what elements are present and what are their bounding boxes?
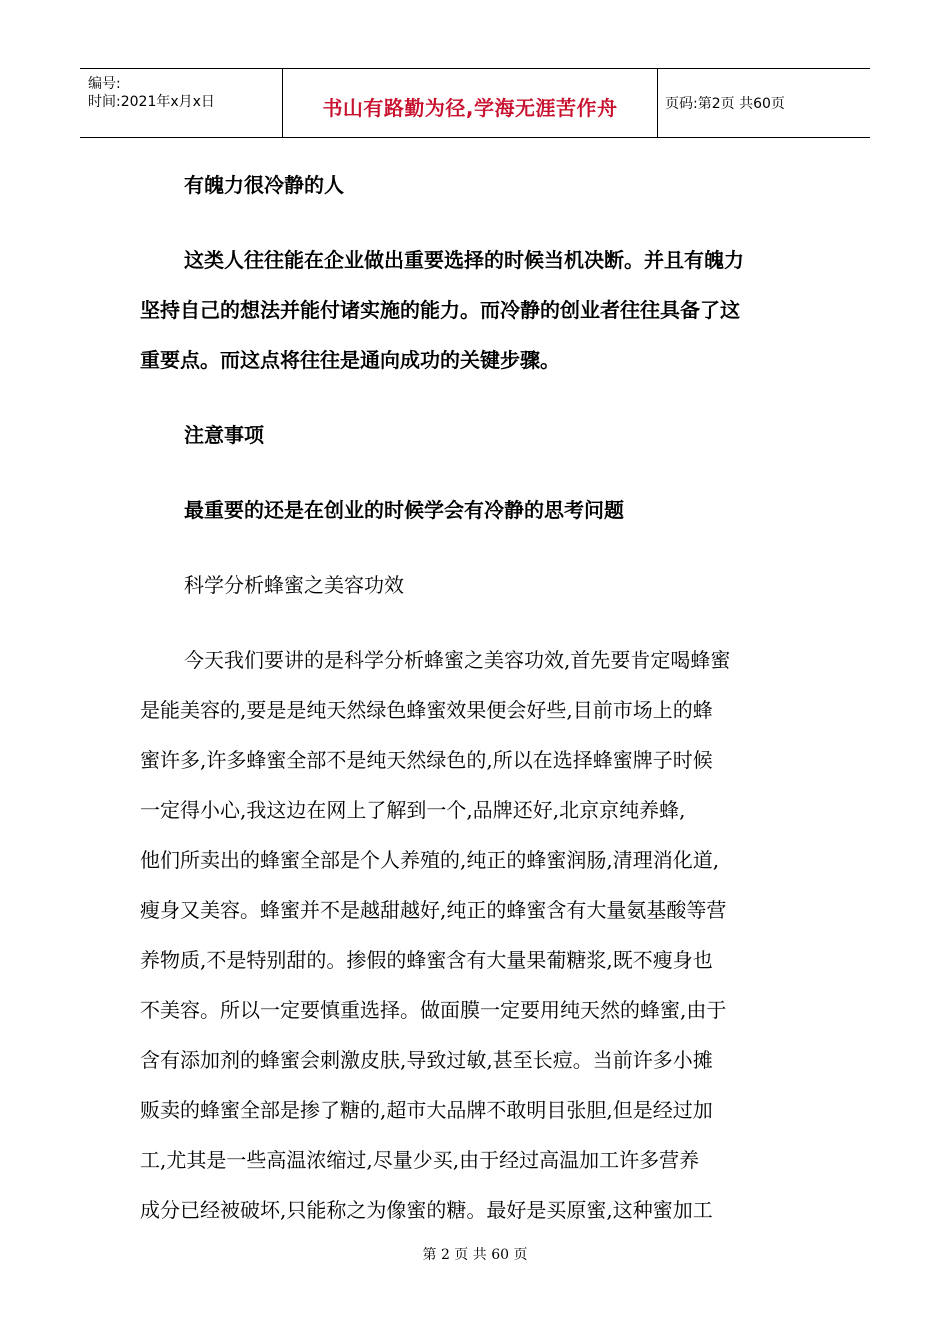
paragraph-line: 不美容。所以一定要慎重选择。做面膜一定要用纯天然的蜂蜜,由于 xyxy=(140,998,727,1022)
date-label: 时间:2021年x月x日 xyxy=(88,94,215,110)
paragraph-line: 是能美容的,要是是纯天然绿色蜂蜜效果便会好些,目前市场上的蜂 xyxy=(140,698,713,722)
paragraph-honey xyxy=(140,635,820,1235)
paragraph-line: 成分已经被破坏,只能称之为像蜜的糖。最好是买原蜜,这种蜜加工 xyxy=(140,1198,713,1222)
heading-honey: 科学分析蜂蜜之美容功效 xyxy=(184,573,404,597)
footer-page-number: 第 2 页 共 60 页 xyxy=(422,1247,528,1263)
document-body xyxy=(140,160,820,1235)
paragraph-line: 瘦身又美容。蜂蜜并不是越甜越好,纯正的蜂蜜含有大量氨基酸等营 xyxy=(140,898,727,922)
paragraph-line: 一定得小心,我这边在网上了解到一个,品牌还好,北京京纯养蜂, xyxy=(140,798,686,822)
paragraph-line: 重要点。而这点将往往是通向成功的关键步骤。 xyxy=(140,348,560,372)
header-motto-cell xyxy=(283,69,658,137)
heading-calm-thinking: 最重要的还是在创业的时候学会有冷静的思考问题 xyxy=(184,498,624,522)
page-footer xyxy=(0,1244,950,1264)
page-header xyxy=(80,68,870,138)
heading-notes: 注意事项 xyxy=(184,423,264,447)
paragraph-line: 今天我们要讲的是科学分析蜂蜜之美容功效,首先要肯定喝蜂蜜 xyxy=(184,648,731,672)
motto-text: 书山有路勤为径,学海无涯苦作舟 xyxy=(322,95,618,120)
paragraph-line: 含有添加剂的蜂蜜会刺激皮肤,导致过敏,甚至长痘。当前许多小摊 xyxy=(140,1048,713,1072)
paragraph-line: 蜜许多,许多蜂蜜全部不是纯天然绿色的,所以在选择蜂蜜牌子时候 xyxy=(140,748,713,772)
header-meta xyxy=(80,69,283,137)
paragraph-line: 坚持自己的想法并能付诸实施的能力。而冷静的创业者往往具备了这 xyxy=(140,298,740,322)
paragraph-line: 贩卖的蜂蜜全部是掺了糖的,超市大品牌不敢明目张胆,但是经过加 xyxy=(140,1098,713,1122)
paragraph-line: 这类人往往能在企业做出重要选择的时候当机决断。并且有魄力 xyxy=(184,248,744,272)
paragraph-line: 工,尤其是一些高温浓缩过,尽量少买,由于经过高温加工许多营养 xyxy=(140,1148,700,1172)
paragraph-decision xyxy=(140,235,820,385)
page-info-text: 页码:第2页 共60页 xyxy=(665,96,785,112)
paragraph-line: 他们所卖出的蜂蜜全部是个人养殖的,纯正的蜂蜜润肠,清理消化道, xyxy=(140,848,720,872)
heading-charisma: 有魄力很冷静的人 xyxy=(184,173,344,197)
header-page-info xyxy=(665,69,870,137)
number-label: 编号: xyxy=(88,76,121,92)
paragraph-line: 养物质,不是特别甜的。掺假的蜂蜜含有大量果葡糖浆,既不瘦身也 xyxy=(140,948,713,972)
